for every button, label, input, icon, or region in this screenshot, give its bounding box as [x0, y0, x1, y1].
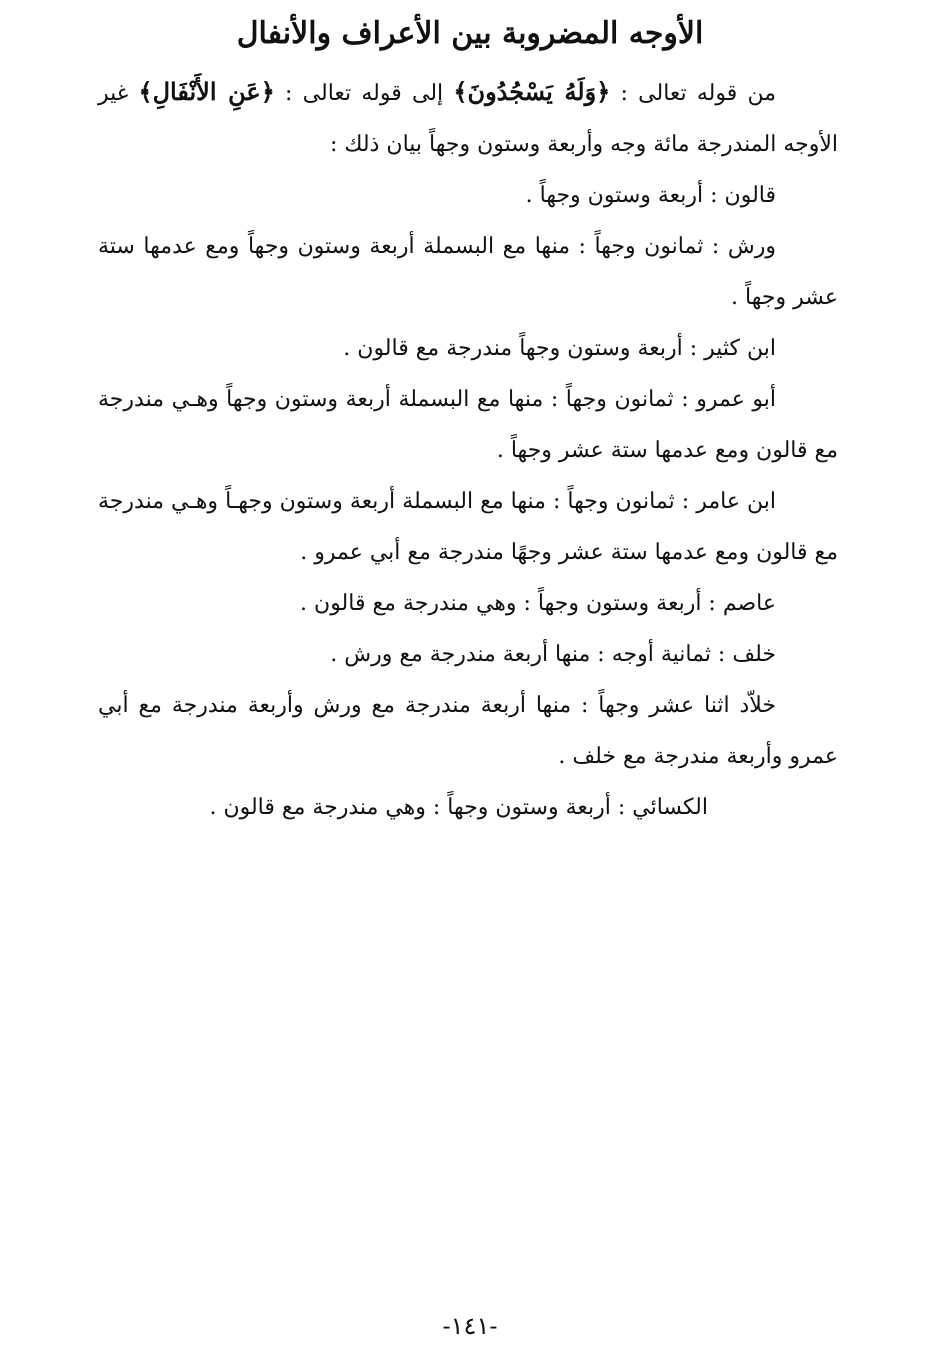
intro-text-1: من قوله تعالى : [610, 81, 777, 106]
paragraph-ibn-kathir: ابن كثير : أربعة وستون وجهاً مندرجة مع قالون . [343, 336, 776, 361]
paragraph-warsh: ورش : ثمانون وجهاً : منها مع البسملة أربعة وستون وجهاً ومع عدمها ستة عشر وجهاً . [98, 234, 838, 310]
paragraph-khallad: خلاّد اثنا عشر وجهاً : منها أربعة مندرجة مع ورش وأربعة مندرجة مع أبي عمرو وأربعة مندرجة مع خلف . [98, 693, 838, 769]
paragraph-qalun: قالون : أربعة وستون وجهاً . [525, 183, 776, 208]
intro-paragraph [98, 66, 838, 170]
page-number: -١٤١- [442, 1312, 498, 1340]
intro-text-2: إلى قوله تعالى : [274, 81, 454, 106]
quran-verse-2: ﴿عَنِ الأَنْفَالِ﴾ [138, 77, 275, 106]
paragraph-kisai: الكسائي : أربعة وستون وجهاً : وهي مندرجة مع قالون . [209, 795, 708, 820]
paragraph-ibn-amir: ابن عامر : ثمانون وجهاً : منها مع البسملة أربعة وستون وجهـاً وهـي مندرجة مع قالون ومع عدمها ستة عشر وجهًا مندرجة مع أبي عمرو . [98, 489, 838, 565]
paragraph-asim: عاصم : أربعة وستون وجهاً : وهي مندرجة مع قالون . [300, 591, 776, 616]
page-title: الأوجه المضروبة بين الأعراف والأنفال [236, 16, 704, 51]
body-text [98, 66, 838, 833]
quran-verse-1: ﴿وَلَهُ يَسْجُدُونَ﴾ [453, 77, 611, 106]
intro-text-3: غير الأوجه المندرجة مائة وجه وأربعة وستون وجهاً بيان ذلك : [98, 81, 838, 157]
paragraph-khalaf: خلف : ثمانية أوجه : منها أربعة مندرجة مع ورش . [330, 642, 776, 667]
paragraph-abu-amr: أبو عمرو : ثمانون وجهاً : منها مع البسملة أربعة وستون وجهاً وهـي مندرجة مع قالون ومع عدمها ستة عشر وجهاً . [98, 387, 838, 463]
